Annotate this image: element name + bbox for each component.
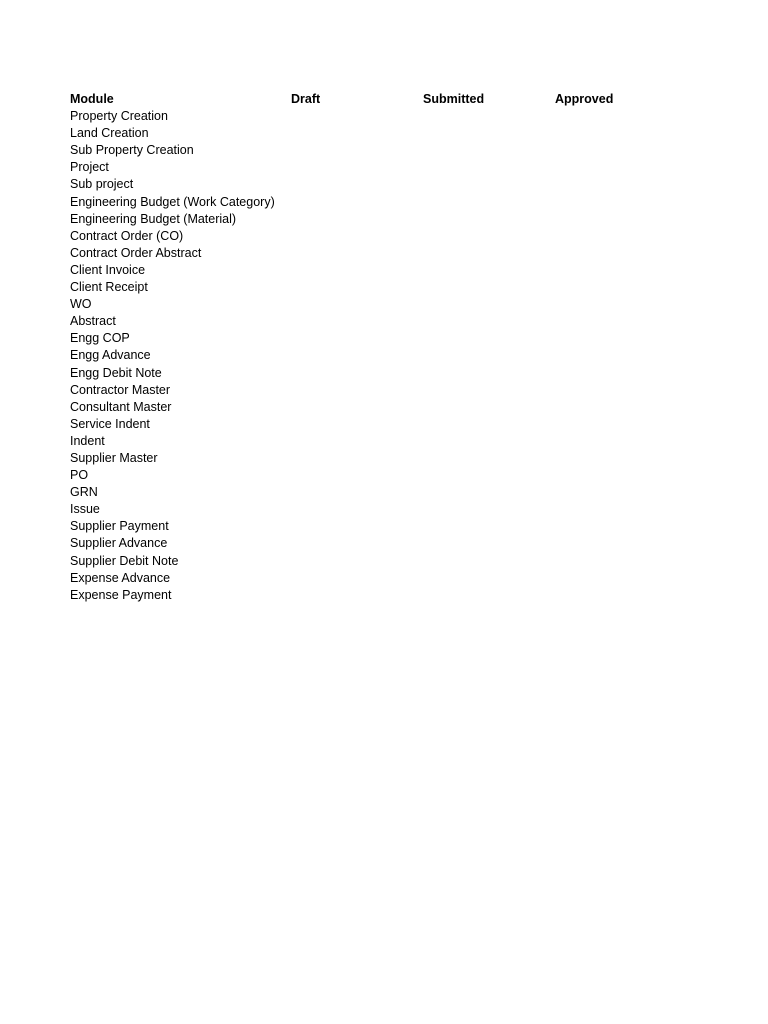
module-cell: Abstract (70, 314, 116, 329)
approved-cell (555, 245, 675, 262)
approved-cell (555, 108, 675, 125)
draft-cell (291, 279, 423, 296)
module-cell: Land Creation (70, 126, 149, 141)
table-row (70, 262, 675, 279)
table-row (70, 159, 675, 176)
submitted-cell (423, 228, 555, 245)
module-cell: Contract Order Abstract (70, 245, 202, 260)
draft-cell (291, 382, 423, 399)
submitted-cell (423, 450, 555, 467)
submitted-cell (423, 467, 555, 484)
approved-cell (555, 467, 675, 484)
table-row (70, 467, 675, 484)
submitted-cell (423, 399, 555, 416)
table-row (70, 518, 675, 535)
module-cell: Engineering Budget (Material) (70, 211, 237, 226)
draft-cell (291, 587, 423, 604)
draft-cell (291, 262, 423, 279)
table-row (70, 296, 675, 313)
submitted-cell (423, 262, 555, 279)
submitted-cell (423, 570, 555, 587)
table-row (70, 587, 675, 604)
draft-cell (291, 347, 423, 364)
table-row (70, 433, 675, 450)
module-cell: Expense Advance (70, 570, 171, 585)
table-row (70, 125, 675, 142)
submitted-cell (423, 245, 555, 262)
submitted-cell (423, 382, 555, 399)
approved-cell (555, 211, 675, 228)
module-cell: Engg COP (70, 331, 130, 346)
approved-cell (555, 416, 675, 433)
table-row (70, 142, 675, 159)
module-cell: Issue (70, 502, 100, 517)
header-module: Module (70, 92, 114, 106)
module-cell: Client Receipt (70, 280, 148, 295)
approved-cell (555, 382, 675, 399)
submitted-cell (423, 330, 555, 347)
draft-cell (291, 108, 423, 125)
module-cell: Supplier Debit Note (70, 553, 179, 568)
submitted-cell (423, 296, 555, 313)
approved-cell (555, 535, 675, 552)
table-row (70, 279, 675, 296)
table-row (70, 399, 675, 416)
submitted-cell (423, 484, 555, 501)
table-row (70, 570, 675, 587)
approved-cell (555, 194, 675, 211)
draft-cell (291, 399, 423, 416)
approved-cell (555, 587, 675, 604)
submitted-cell (423, 587, 555, 604)
approved-cell (555, 501, 675, 518)
table-row (70, 365, 675, 382)
draft-cell (291, 228, 423, 245)
table-body (70, 108, 675, 604)
approved-cell (555, 433, 675, 450)
draft-cell (291, 159, 423, 176)
module-cell: GRN (70, 485, 98, 500)
draft-cell (291, 245, 423, 262)
table-row (70, 382, 675, 399)
approved-cell (555, 347, 675, 364)
draft-cell (291, 330, 423, 347)
module-cell: Contract Order (CO) (70, 228, 184, 243)
draft-cell (291, 467, 423, 484)
submitted-cell (423, 433, 555, 450)
draft-cell (291, 194, 423, 211)
draft-cell (291, 450, 423, 467)
approved-cell (555, 228, 675, 245)
table-row (70, 176, 675, 193)
table-row (70, 347, 675, 364)
module-cell: Service Indent (70, 416, 150, 431)
module-cell: Client Invoice (70, 262, 146, 277)
table-row (70, 194, 675, 211)
submitted-cell (423, 416, 555, 433)
module-cell: WO (70, 297, 92, 312)
submitted-cell (423, 279, 555, 296)
module-status-table (70, 91, 675, 604)
submitted-cell (423, 194, 555, 211)
table-row (70, 535, 675, 552)
table-row (70, 416, 675, 433)
draft-cell (291, 211, 423, 228)
submitted-cell (423, 313, 555, 330)
draft-cell (291, 501, 423, 518)
module-cell: Contractor Master (70, 382, 171, 397)
module-cell: Supplier Payment (70, 519, 169, 534)
module-cell: Sub project (70, 177, 134, 192)
draft-cell (291, 416, 423, 433)
draft-cell (291, 365, 423, 382)
draft-cell (291, 553, 423, 570)
table-row (70, 553, 675, 570)
draft-cell (291, 433, 423, 450)
module-cell: Indent (70, 433, 105, 448)
approved-cell (555, 176, 675, 193)
approved-cell (555, 365, 675, 382)
draft-cell (291, 570, 423, 587)
approved-cell (555, 313, 675, 330)
table-row (70, 211, 675, 228)
table-row (70, 108, 675, 125)
submitted-cell (423, 365, 555, 382)
header-approved: Approved (555, 92, 614, 106)
draft-cell (291, 313, 423, 330)
approved-cell (555, 518, 675, 535)
submitted-cell (423, 535, 555, 552)
submitted-cell (423, 108, 555, 125)
table-row (70, 245, 675, 262)
submitted-cell (423, 347, 555, 364)
submitted-cell (423, 125, 555, 142)
table-row (70, 228, 675, 245)
approved-cell (555, 262, 675, 279)
module-cell: Engg Advance (70, 348, 151, 363)
draft-cell (291, 125, 423, 142)
draft-cell (291, 484, 423, 501)
submitted-cell (423, 518, 555, 535)
approved-cell (555, 142, 675, 159)
module-cell: Engineering Budget (Work Category) (70, 194, 275, 209)
approved-cell (555, 159, 675, 176)
table-row (70, 484, 675, 501)
approved-cell (555, 450, 675, 467)
approved-cell (555, 330, 675, 347)
submitted-cell (423, 501, 555, 518)
submitted-cell (423, 159, 555, 176)
table-row (70, 501, 675, 518)
header-draft: Draft (291, 92, 321, 106)
approved-cell (555, 125, 675, 142)
module-cell: Engg Debit Note (70, 365, 162, 380)
module-cell: Property Creation (70, 109, 168, 124)
submitted-cell (423, 142, 555, 159)
approved-cell (555, 553, 675, 570)
approved-cell (555, 570, 675, 587)
draft-cell (291, 535, 423, 552)
approved-cell (555, 399, 675, 416)
draft-cell (291, 518, 423, 535)
table-header-row (70, 91, 675, 108)
module-cell: Sub Property Creation (70, 143, 194, 158)
table-row (70, 330, 675, 347)
module-cell: Expense Payment (70, 587, 172, 602)
module-cell: Supplier Master (70, 450, 158, 465)
module-cell: Supplier Advance (70, 536, 168, 551)
draft-cell (291, 142, 423, 159)
table-row (70, 450, 675, 467)
module-cell: PO (70, 468, 89, 483)
draft-cell (291, 296, 423, 313)
draft-cell (291, 176, 423, 193)
submitted-cell (423, 176, 555, 193)
submitted-cell (423, 553, 555, 570)
module-cell: Project (70, 160, 109, 175)
submitted-cell (423, 211, 555, 228)
table-row (70, 313, 675, 330)
approved-cell (555, 279, 675, 296)
approved-cell (555, 296, 675, 313)
header-submitted: Submitted (423, 92, 485, 106)
module-cell: Consultant Master (70, 399, 172, 414)
approved-cell (555, 484, 675, 501)
